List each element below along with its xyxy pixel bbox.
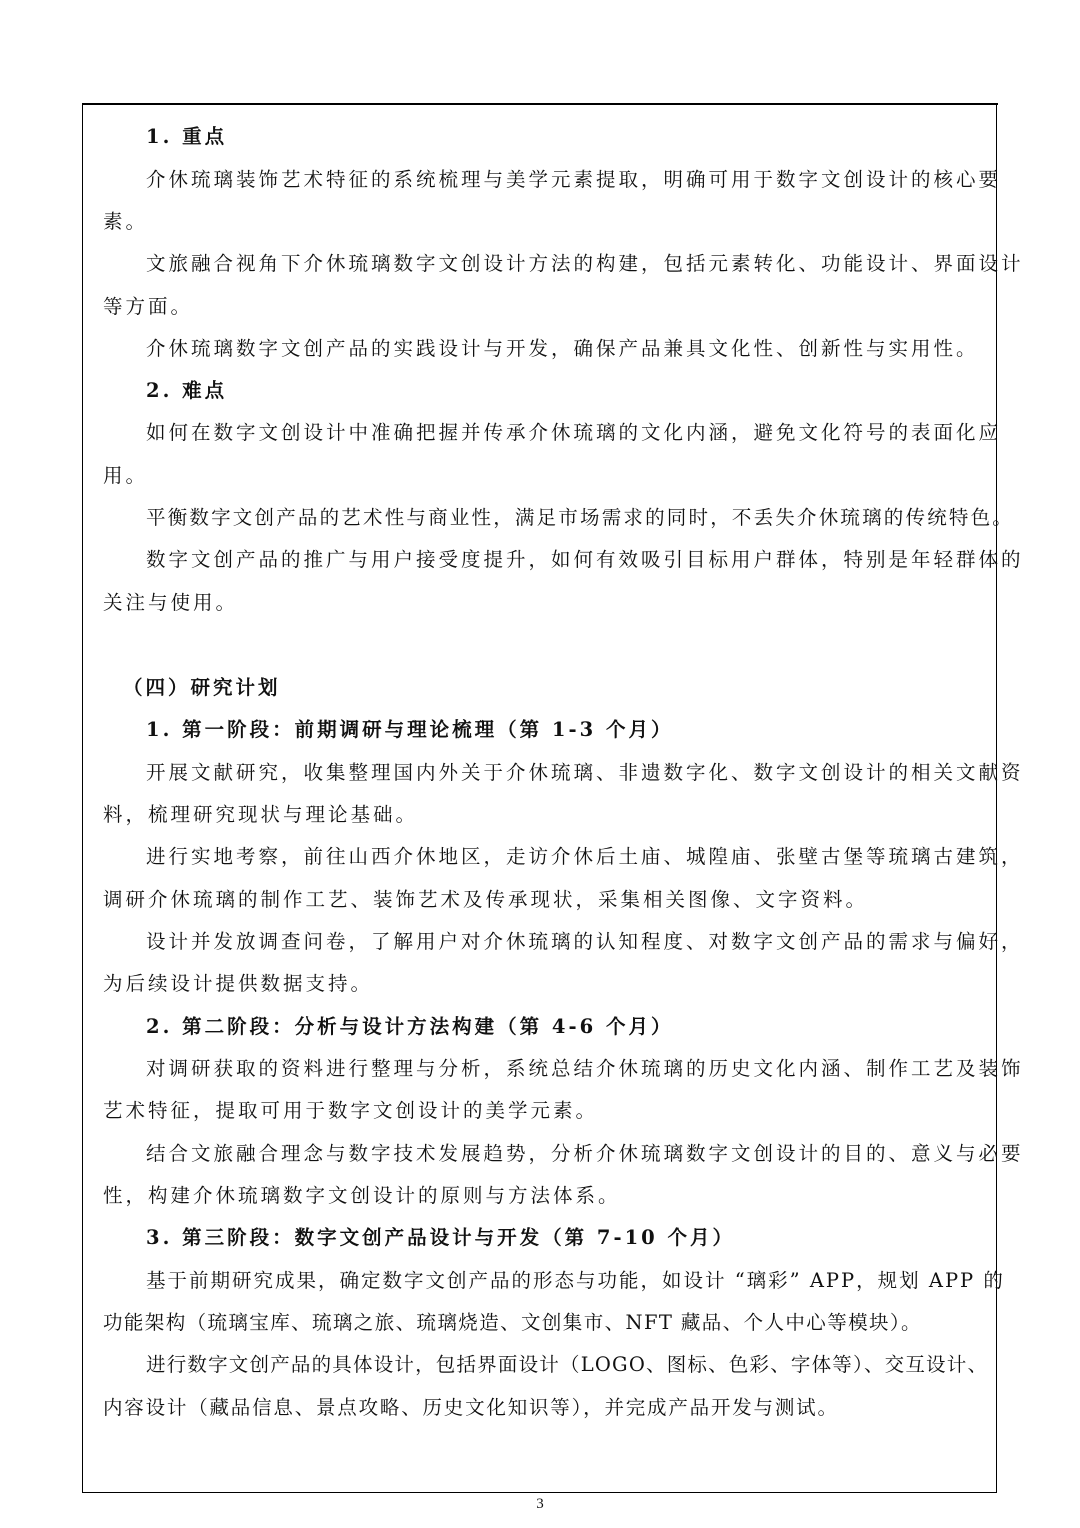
- paragraph-line: 进行实地考察，前往山西介休地区，走访介休后土庙、城隍庙、张壁古堡等琉璃古建筑，: [146, 845, 1024, 868]
- paragraph-line: 艺术特征，提取可用于数字文创设计的美学元素。: [103, 1099, 599, 1122]
- paragraph-line: 基于前期研究成果，确定数字文创产品的形态与功能，如设计 “璃彩” APP，规划 APP 的: [146, 1269, 1005, 1292]
- paragraph-line: 素。: [103, 210, 149, 233]
- paragraph-line: 结合文旅融合理念与数字技术发展趋势，分析介休琉璃数字文创设计的目的、意义与必要: [146, 1142, 1024, 1165]
- paragraph-line: 开展文献研究，收集整理国内外关于介休琉璃、非遗数字化、数字文创设计的相关文献资: [146, 761, 1024, 784]
- document-frame: [82, 103, 1024, 1493]
- paragraph-line: 对调研获取的资料进行整理与分析，系统总结介休琉璃的历史文化内涵、制作工艺及装饰: [146, 1057, 1024, 1080]
- paragraph-line: 介休琉璃装饰艺术特征的系统梳理与美学元素提取，明确可用于数字文创设计的核心要: [146, 168, 1002, 191]
- heading-difficulties: 2. 难点: [146, 379, 228, 402]
- paragraph-line: 料，梳理研究现状与理论基础。: [103, 803, 419, 826]
- page-number: 3: [536, 1496, 544, 1512]
- paragraph-line: 功能架构（琉璃宝库、琉璃之旅、琉璃烧造、文创集市、NFT 藏品、个人中心等模块）。: [103, 1311, 922, 1334]
- paragraph-line: 用。: [103, 464, 149, 487]
- heading-phase-2: 2. 第二阶段：分析与设计方法构建（第 4-6 个月）: [146, 1015, 674, 1038]
- heading-phase-1: 1. 第一阶段：前期调研与理论梳理（第 1-3 个月）: [146, 718, 674, 741]
- paragraph-line: 文旅融合视角下介休琉璃数字文创设计方法的构建，包括元素转化、功能设计、界面设计: [146, 252, 1024, 275]
- paragraph-line: 性，构建介休琉璃数字文创设计的原则与方法体系。: [103, 1184, 621, 1207]
- paragraph-line: 内容设计（藏品信息、景点攻略、历史文化知识等），并完成产品开发与测试。: [103, 1396, 839, 1419]
- paragraph-line: 介休琉璃数字文创产品的实践设计与开发，确保产品兼具文化性、创新性与实用性。: [146, 337, 979, 360]
- paragraph-line: 设计并发放调查问卷，了解用户对介休琉璃的认知程度、对数字文创产品的需求与偏好，: [146, 930, 1024, 953]
- paragraph-line: 调研介休琉璃的制作工艺、装饰艺术及传承现状，采集相关图像、文字资料。: [103, 888, 869, 911]
- paragraph-line: 关注与使用。: [103, 591, 239, 614]
- section-title-research-plan: （四）研究计划: [123, 676, 281, 699]
- paragraph-line: 数字文创产品的推广与用户接受度提升，如何有效吸引目标用户群体，特别是年轻群体的: [146, 548, 1024, 571]
- heading-key-points: 1. 重点: [146, 125, 228, 148]
- heading-phase-3: 3. 第三阶段：数字文创产品设计与开发（第 7-10 个月）: [146, 1226, 736, 1249]
- paragraph-line: 如何在数字文创设计中准确把握并传承介休琉璃的文化内涵，避免文化符号的表面化应: [146, 421, 1002, 444]
- paragraph-line: 平衡数字文创产品的艺术性与商业性，满足市场需求的同时，不丢失介休琉璃的传统特色。: [146, 506, 1015, 529]
- paragraph-line: 进行数字文创产品的具体设计，包括界面设计（LOGO、图标、色彩、字体等）、交互设计、: [146, 1353, 989, 1376]
- paragraph-line: 为后续设计提供数据支持。: [103, 972, 374, 995]
- paragraph-line: 等方面。: [103, 295, 194, 318]
